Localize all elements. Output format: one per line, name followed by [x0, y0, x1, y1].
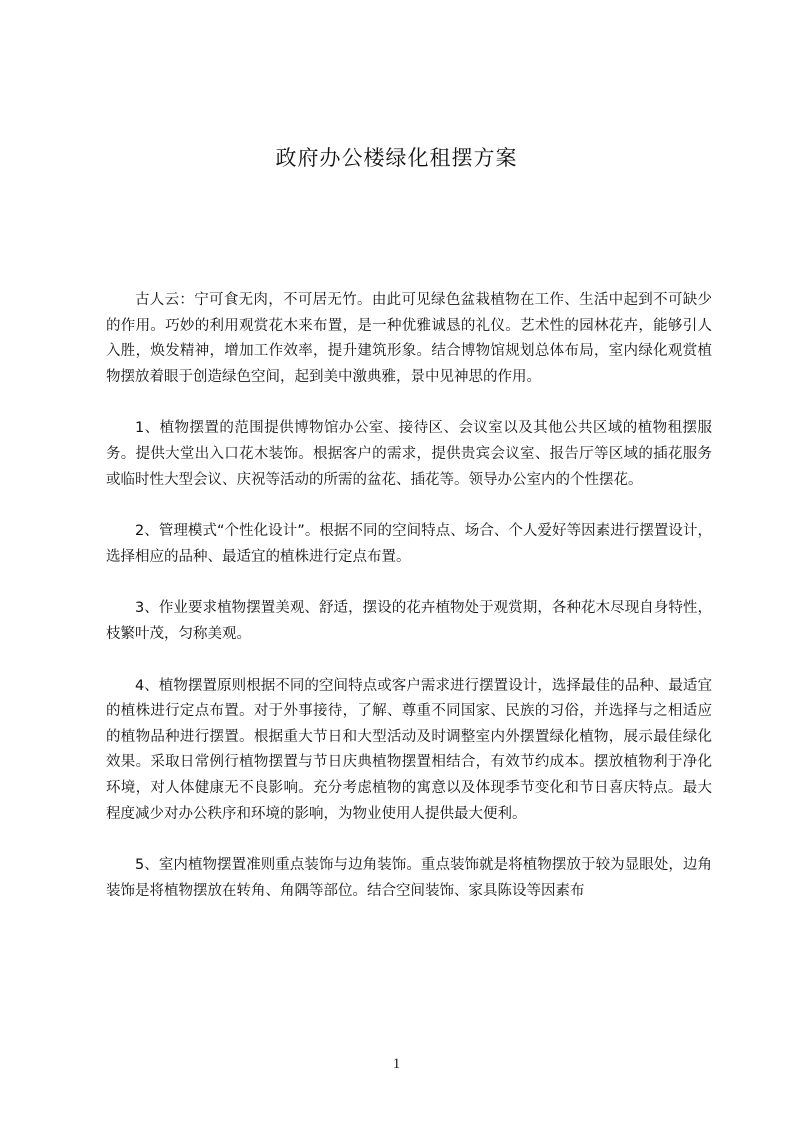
- document-title: 政府办公楼绿化租摆方案: [275, 146, 518, 170]
- section-2-paragraph: 2、管理模式“个性化设计”。根据不同的空间特点、场合、个人爱好等因素进行摆置设计，选择相应的品种、最适宜的植株进行定点布置。: [106, 523, 712, 565]
- intro-paragraph: 古人云：宁可食无肉，不可居无竹。由此可见绿色盆栽植物在工作、生活中起到不可缺少的作用。巧妙的利用观赏花木来布置，是一种优雅诚恳的礼仪。艺术性的园林花卉，能够引人入胜，焕发精神，增加工作效率，提升建筑形象。结合博物馆规划总体布局，室内绿化观赏植物摆放着眼于创造绿色空间，起到美中激典雅，景中见神思的作用。: [106, 292, 712, 385]
- section-1-paragraph: 1、植物摆置的范围提供博物馆办公室、接待区、会议室以及其他公共区域的植物租摆服务。提供大堂出入口花木装饰。根据客户的需求，提供贵宾会议室、报告厅等区域的插花服务或临时性大型会议、庆祝等活动的所需的盆花、插花等。领导办公室内的个性摆花。: [106, 420, 712, 488]
- section-4-paragraph: 4、植物摆置原则根据不同的空间特点或客户需求进行摆置设计，选择最佳的品种、最适宜的植株进行定点布置。对于外事接待，了解、尊重不同国家、民族的习俗，并选择与之相适应的植物品种进行摆置。根据重大节日和大型活动及时调整室内外摆置绿化植物，展示最佳绿化效果。采取日常例行植物摆置与节日庆典植物摆置相结合，有效节约成本。摆放植物利于净化环境，对人体健康无不良影响。充分考虑植物的寓意以及体现季节变化和节日喜庆特点。最大程度减少对办公秩序和环境的影响，为物业使用人提供最大便利。: [106, 677, 712, 822]
- section-3-paragraph: 3、作业要求植物摆置美观、舒适，摆设的花卉植物处于观赏期，各种花木尽现自身特性，枝繁叶茂，匀称美观。: [106, 600, 712, 642]
- page-number: 1: [392, 1056, 401, 1072]
- section-5-paragraph: 5、室内植物摆置准则重点装饰与边角装饰。重点装饰就是将植物摆放于较为显眼处，边角装饰是将植物摆放在转角、角隅等部位。结合空间装饰、家具陈设等因素布: [106, 857, 712, 899]
- document-body: [106, 288, 712, 930]
